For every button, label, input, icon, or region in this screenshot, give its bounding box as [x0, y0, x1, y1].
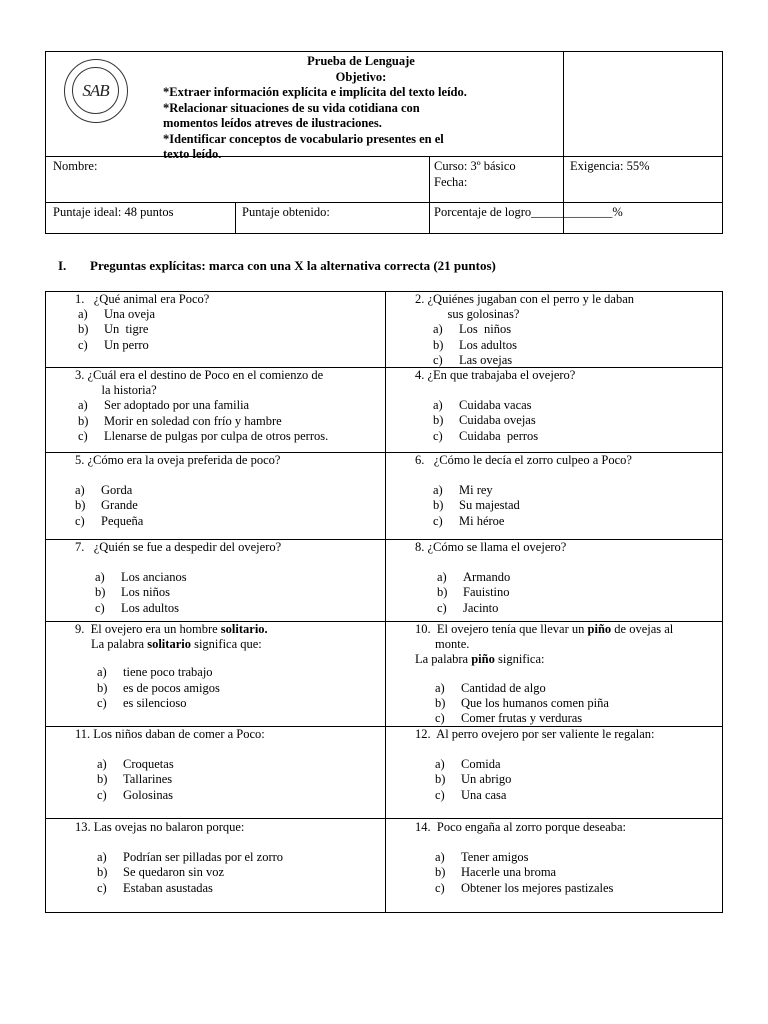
- puntaje-obtenido-field[interactable]: Puntaje obtenido:: [242, 205, 330, 219]
- option-c[interactable]: c) Cuidaba perros: [433, 428, 539, 443]
- option-a[interactable]: a) Comida: [435, 757, 501, 772]
- question-stem: 13. Las ovejas no balaron porque:: [75, 820, 245, 834]
- option-a[interactable]: a) Cantidad de algo: [435, 680, 546, 695]
- option-c[interactable]: c) Un perro: [78, 337, 149, 352]
- fecha-field[interactable]: Fecha:: [434, 175, 468, 189]
- question-3: [75, 368, 328, 444]
- question-stem: 4. ¿En que trabajaba el ovejero?: [415, 368, 576, 382]
- option-b[interactable]: b) Cuidaba ovejas: [433, 413, 536, 428]
- option-b[interactable]: b) Morir en soledad con frío y hambre: [78, 413, 282, 428]
- option-b[interactable]: b) Se quedaron sin voz: [97, 865, 225, 880]
- option-b[interactable]: b) Su majestad: [433, 498, 520, 513]
- objective-label: Objetivo:: [335, 69, 387, 84]
- question-stem: 11. Los niños daban de comer a Poco:: [75, 727, 265, 741]
- option-c[interactable]: c) es silencioso: [97, 695, 187, 710]
- question-12: [415, 727, 655, 803]
- question-stem: 12. Al perro ovejero por ser valiente le regalan:: [415, 727, 655, 741]
- question-stem: La palabra piño significa:: [415, 652, 545, 667]
- option-c[interactable]: c) Las ovejas: [433, 352, 513, 367]
- question-stem: sus golosinas?: [435, 307, 520, 322]
- option-b[interactable]: b) Los adultos: [433, 337, 517, 352]
- option-a[interactable]: a) Armando: [437, 570, 511, 585]
- curso-label: Curso: 3º básico: [434, 159, 516, 173]
- objective-line: texto leído.: [163, 147, 222, 161]
- option-a[interactable]: a) Los ancianos: [95, 570, 187, 585]
- option-c[interactable]: c) Jacinto: [437, 600, 499, 615]
- question-stem: 2. ¿Quiénes jugaban con el perro y le daban: [415, 292, 635, 306]
- question-stem: La palabra solitario significa que:: [91, 637, 262, 652]
- question-5: [75, 453, 280, 529]
- option-a[interactable]: a) Cuidaba vacas: [433, 398, 532, 413]
- option-a[interactable]: a) tiene poco trabajo: [97, 665, 213, 680]
- objective-line: *Relacionar situaciones de su vida cotidiana con: [163, 100, 420, 115]
- option-b[interactable]: b) Que los humanos comen piña: [435, 695, 609, 710]
- question-stem: 1. ¿Qué animal era Poco?: [75, 292, 210, 306]
- option-b[interactable]: b) es de pocos amigos: [97, 680, 220, 695]
- question-stem: la historia?: [89, 383, 157, 398]
- question-13: [75, 820, 283, 896]
- option-c[interactable]: c) Pequeña: [75, 513, 144, 528]
- option-c[interactable]: c) Una casa: [435, 787, 507, 802]
- section-number: I.: [58, 258, 67, 273]
- exigencia-label: Exigencia: 55%: [570, 159, 650, 173]
- question-stem: 9. El ovejero era un hombre solitario.: [75, 622, 268, 636]
- question-stem: 5. ¿Cómo era la oveja preferida de poco?: [75, 453, 281, 467]
- question-stem: 14. Poco engaña al zorro porque deseaba:: [415, 820, 627, 834]
- section-heading: [58, 258, 496, 274]
- option-b[interactable]: b) Un tigre: [78, 322, 149, 337]
- school-seal: [64, 59, 128, 123]
- question-6: [415, 453, 632, 529]
- porcentaje-logro-field[interactable]: Porcentaje de logro_____________%: [434, 205, 623, 219]
- option-b[interactable]: b) Tallarines: [97, 772, 173, 787]
- option-a[interactable]: a) Podrían ser pilladas por el zorro: [97, 850, 284, 865]
- seal-initials: SAB: [72, 67, 119, 114]
- question-11: [75, 727, 265, 803]
- option-b[interactable]: b) Fauistino: [437, 585, 510, 600]
- question-4: [415, 368, 575, 444]
- option-a[interactable]: a) Los niños: [433, 322, 512, 337]
- question-stem: 7. ¿Quién se fue a despedir del ovejero?: [75, 540, 282, 554]
- option-b[interactable]: b) Los niños: [95, 585, 170, 600]
- question-1: [75, 292, 209, 353]
- option-c[interactable]: c) Mi héroe: [433, 513, 505, 528]
- option-a[interactable]: a) Tener amigos: [435, 850, 529, 865]
- puntaje-ideal-label: Puntaje ideal: 48 puntos: [53, 205, 174, 219]
- option-b[interactable]: b) Grande: [75, 498, 138, 513]
- question-stem: 8. ¿Cómo se llama el ovejero?: [415, 540, 567, 554]
- question-8: [415, 540, 566, 616]
- objective-line: momentos leídos atreves de ilustraciones.: [163, 116, 382, 130]
- question-14: [415, 820, 626, 896]
- option-c[interactable]: c) Obtener los mejores pastizales: [435, 880, 614, 895]
- option-a[interactable]: a) Gorda: [75, 483, 133, 498]
- section-title: Preguntas explícitas: marca con una X la alternativa correcta (21 puntos): [90, 258, 496, 273]
- test-header: [161, 54, 561, 163]
- test-title: Prueba de Lenguaje: [307, 54, 415, 68]
- objective-line: *Identificar conceptos de vocabulario presentes en el: [163, 131, 444, 146]
- question-stem: monte.: [435, 637, 470, 652]
- objective-line: *Extraer información explícita e implícita del texto leído.: [163, 85, 467, 99]
- question-stem: 3. ¿Cuál era el destino de Poco en el comienzo de: [75, 368, 324, 382]
- option-a[interactable]: a) Croquetas: [97, 757, 174, 772]
- option-b[interactable]: b) Un abrigo: [435, 772, 512, 787]
- nombre-field[interactable]: Nombre:: [53, 159, 98, 173]
- question-7: [75, 540, 281, 616]
- question-9: [75, 622, 268, 711]
- option-c[interactable]: c) Llenarse de pulgas por culpa de otros perros.: [78, 428, 329, 443]
- option-c[interactable]: c) Comer frutas y verduras: [435, 711, 583, 726]
- question-10: [415, 622, 673, 726]
- option-a[interactable]: a) Ser adoptado por una familia: [78, 398, 250, 413]
- question-2: [415, 292, 634, 368]
- option-c[interactable]: c) Golosinas: [97, 787, 173, 802]
- option-c[interactable]: c) Los adultos: [95, 600, 179, 615]
- option-a[interactable]: a) Una oveja: [78, 307, 156, 322]
- question-stem: 10. El ovejero tenía que llevar un piño de ovejas al: [415, 622, 674, 636]
- header-table: [45, 51, 723, 234]
- option-b[interactable]: b) Hacerle una broma: [435, 865, 557, 880]
- question-stem: 6. ¿Cómo le decía el zorro culpeo a Poco?: [415, 453, 632, 467]
- option-c[interactable]: c) Estaban asustadas: [97, 880, 213, 895]
- option-a[interactable]: a) Mi rey: [433, 483, 493, 498]
